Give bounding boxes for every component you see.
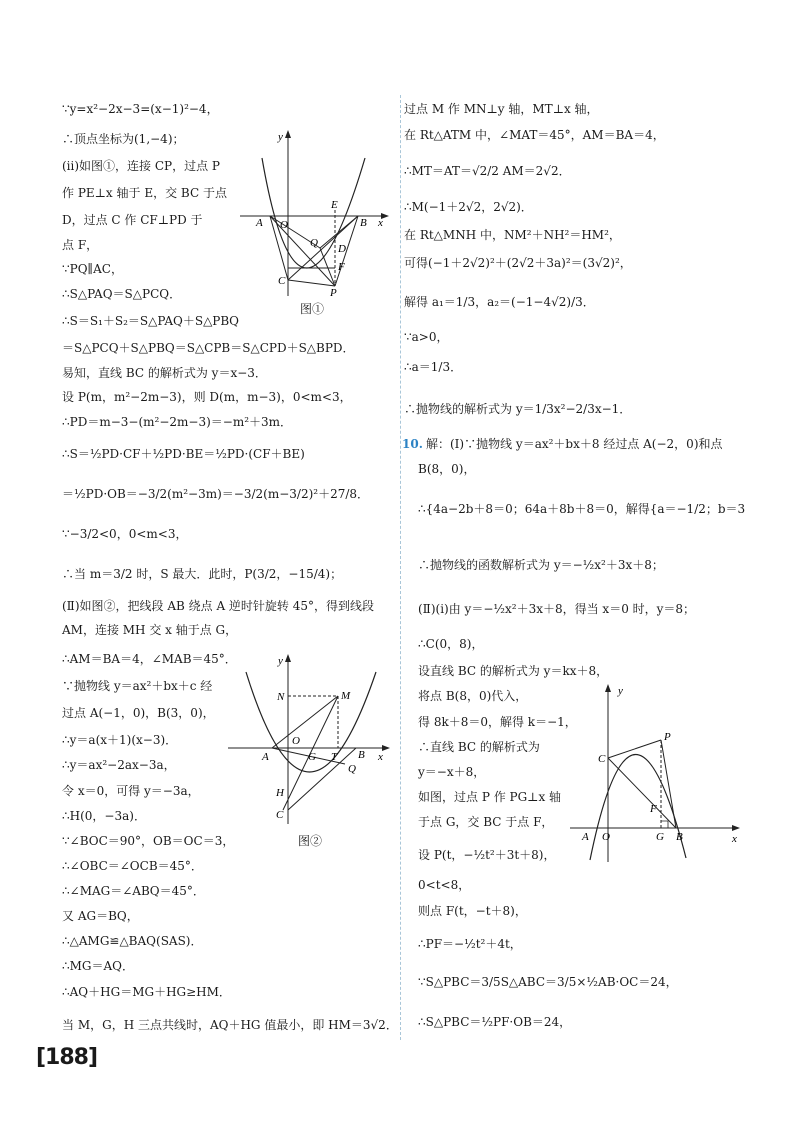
text-line: ∵PQ∥AC， <box>62 262 123 276</box>
text-line: 在 Rt△MNH 中，NM²＋NH²＝HM²， <box>404 228 621 242</box>
fig3-label-A: A <box>582 831 589 843</box>
fig1-label-P: P <box>330 287 337 298</box>
text-line: ∴S△PAQ＝S△PCQ． <box>62 287 182 301</box>
text-line: 当 M，G，H 三点共线时，AQ＋HG 值最小，即 HM＝3√2． <box>62 1018 398 1032</box>
fig2-label-B: B <box>358 749 365 761</box>
fig1-label-B: B <box>360 217 367 229</box>
text-line: y＝−x＋8， <box>418 765 486 779</box>
text-line: D，过点 C 作 CF⊥PD 于 <box>62 213 203 227</box>
text-line: ∴C(0，8)， <box>418 637 484 651</box>
text-line: ∴AM＝BA＝4，∠MAB＝45°． <box>62 652 237 666</box>
fig2-label-T: T <box>331 751 338 763</box>
text-line: ∵∠BOC＝90°，OB＝OC＝3， <box>62 834 235 848</box>
text-line: ∴AQ＋HG＝MG＋HG≥HM． <box>62 985 231 999</box>
text-line: 过点 M 作 MN⊥y 轴，MT⊥x 轴， <box>404 102 599 116</box>
fig3-label-B: B <box>676 831 683 843</box>
text-line: ∴M(−1＋2√2，2√2)． <box>404 200 533 214</box>
text-line: ∴y＝ax²−2ax−3a， <box>62 758 176 772</box>
text-line: 设 P(t，−½t²＋3t＋8)， <box>418 848 556 862</box>
fig3-label-C: C <box>598 753 606 765</box>
figure-1 <box>240 128 390 298</box>
question-number: 10. <box>402 437 423 451</box>
text-line: 得 8k＋8＝0，解得 k＝−1， <box>418 715 577 729</box>
text-line: (Ⅱ)(ⅰ)由 y＝−½x²＋3x＋8，得当 x＝0 时，y＝8； <box>418 602 696 616</box>
text-line: ∴直线 BC 的解析式为 <box>418 740 540 754</box>
text-line: 如图，过点 P 作 PG⊥x 轴 <box>418 790 562 804</box>
text-line: 0<t<8， <box>418 878 471 892</box>
figure-2 <box>228 652 393 827</box>
text-line: 又 AG＝BQ， <box>62 909 139 923</box>
fig2-label-y: y <box>278 655 283 667</box>
fig1-label-y: y <box>278 131 283 143</box>
text-line: ∴PF＝−½t²＋4t， <box>418 937 522 951</box>
text-line: ∴S△PBC＝½PF·OB＝24， <box>418 1015 572 1029</box>
fig1-label-E: E <box>331 199 338 211</box>
fig2-label-O: O <box>292 735 300 747</box>
text-line: ∴抛物线的函数解析式为 y＝−½x²＋3x＋8； <box>418 558 664 572</box>
fig2-label-C: C <box>276 809 284 821</box>
text-line: ∴H(0，−3a)． <box>62 809 146 823</box>
text-line: ∴PD＝m−3−(m²−2m−3)＝−m²＋3m． <box>62 415 293 429</box>
text-line: ∴a＝1/3． <box>404 360 463 374</box>
fig3-label-y: y <box>618 685 623 697</box>
text-line: 在 Rt△ATM 中，∠MAT＝45°，AM＝BA＝4， <box>404 128 665 142</box>
text-line: ∴抛物线的解析式为 y＝1/3x²−2/3x−1． <box>404 402 632 416</box>
fig2-label-N: N <box>277 691 285 703</box>
fig1-label-A: A <box>256 217 263 229</box>
text-line: 解得 a₁＝1/3，a₂＝(−1−4√2)/3． <box>404 295 595 309</box>
text-line: ∵抛物线 y＝ax²＋bx＋c 经 <box>62 679 213 693</box>
text-line: 于点 G，交 BC 于点 F， <box>418 815 554 829</box>
text-line: 过点 A(−1，0)，B(3，0)， <box>62 706 215 720</box>
text-line: ∴当 m＝3/2 时，S 最大．此时，P(3/2，−15/4)； <box>62 567 343 581</box>
fig3-label-F: F <box>650 803 657 815</box>
fig1-label-D: D <box>338 243 346 255</box>
text-line: 则点 F(t，−t＋8)， <box>418 904 527 918</box>
text-line: 设 P(m，m²−2m−3)，则 D(m，m−3)，0<m<3， <box>62 390 352 404</box>
fig1-label-C: C <box>278 275 286 287</box>
text-line: ∴{4a−2b＋8＝0；64a＋8b＋8＝0，解得{a＝−1/2；b＝3 <box>418 502 746 516</box>
text-line: (ⅱ)如图①，连接 CP，过点 P <box>62 159 220 173</box>
text-line: ∴∠MAG＝∠ABQ＝45°． <box>62 884 205 898</box>
text-line: ∵a>0， <box>404 330 449 344</box>
text-line: ∴顶点坐标为(1,−4)； <box>62 132 185 146</box>
figure-3 <box>568 680 748 865</box>
fig2-label-G: G <box>308 751 316 763</box>
page-number: [188] <box>36 1045 98 1070</box>
text-line: (Ⅱ)如图②，把线段 AB 绕点 A 逆时针旋转 45°，得到线段 <box>62 599 375 613</box>
fig3-label-x: x <box>732 833 737 845</box>
fig3-label-P: P <box>664 731 671 743</box>
text-line: ∵y=x²−2x−3=(x−1)²−4， <box>62 102 219 116</box>
fig1-label-Q: Q <box>310 237 318 249</box>
fig1-label-x: x <box>378 217 383 229</box>
text-line: 易知，直线 BC 的解析式为 y＝x−3． <box>62 366 267 380</box>
fig2-label-M: M <box>341 690 351 702</box>
text-line: ∴MG＝AQ． <box>62 959 135 973</box>
fig3-label-G: G <box>656 831 664 843</box>
text-line: ∴S＝S₁＋S₂＝S△PAQ＋S△PBQ <box>62 314 240 328</box>
text-line: ∴S＝½PD·CF＋½PD·BE＝½PD·(CF＋BE) <box>62 447 305 461</box>
figure-2-caption: 图② <box>298 834 323 848</box>
fig2-label-A: A <box>262 751 269 763</box>
text-line: ∵−3/2<0，0<m<3， <box>62 527 188 541</box>
text-line: 将点 B(8，0)代入， <box>418 689 528 703</box>
fig2-label-H: H <box>276 787 284 799</box>
text-line: B(8，0)， <box>418 462 476 476</box>
text-line: 令 x＝0，可得 y＝−3a， <box>62 784 200 798</box>
text-line: 点 F， <box>62 238 99 252</box>
fig2-label-x: x <box>378 751 383 763</box>
fig2-label-Q: Q <box>348 763 356 775</box>
text-line: ∴MT＝AT＝√2/2 AM＝2√2． <box>404 164 571 178</box>
text-line: ∵S△PBC＝3/5S△ABC＝3/5×½AB·OC＝24， <box>418 975 678 989</box>
fig1-label-F: F <box>338 261 345 273</box>
text-line: ＝S△PCQ＋S△PBQ＝S△CPB＝S△CPD＋S△BPD． <box>62 341 355 355</box>
column-divider <box>400 95 401 1040</box>
text-line: ∴y＝a(x＋1)(x−3)． <box>62 733 178 747</box>
text-line: ＝½PD·OB＝−3/2(m²−3m)＝−3/2(m−3/2)²＋27/8． <box>62 487 370 501</box>
text-line: ∴∠OBC＝∠OCB＝45°． <box>62 859 203 873</box>
text-line: 作 PE⊥x 轴于 E，交 BC 于点 <box>62 186 227 200</box>
text-line: 解：(Ⅰ)∵抛物线 y＝ax²＋bx＋8 经过点 A(−2，0)和点 <box>426 437 723 451</box>
text-line: 设直线 BC 的解析式为 y＝kx＋8， <box>418 664 609 678</box>
fig1-label-O: O <box>280 219 288 231</box>
text-line: AM，连接 MH 交 x 轴于点 G， <box>62 623 238 637</box>
text-line: 可得(−1＋2√2)²＋(2√2＋3a)²＝(3√2)²， <box>404 256 632 270</box>
fig3-label-O: O <box>602 831 610 843</box>
text-line: ∴△AMG≌△BAQ(SAS)． <box>62 934 203 948</box>
figure-1-caption: 图① <box>300 302 325 316</box>
